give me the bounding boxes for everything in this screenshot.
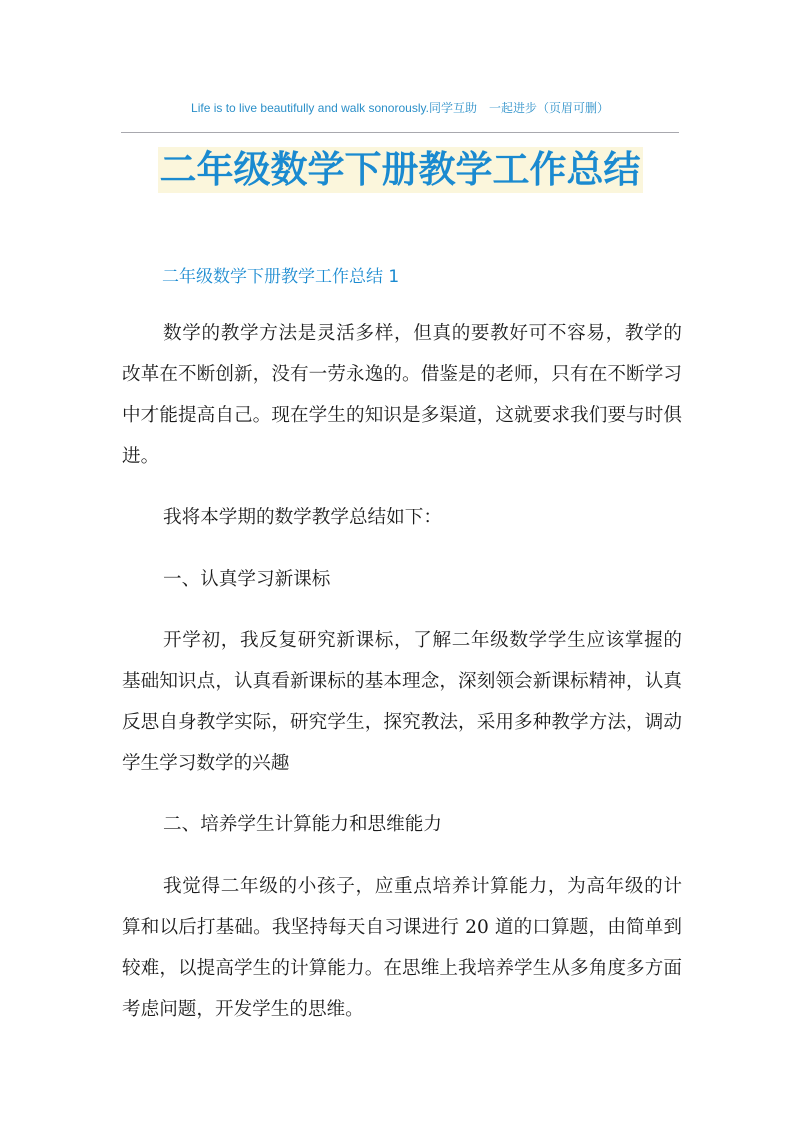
subheading-2-container (122, 804, 682, 845)
paragraph-intro (122, 313, 682, 477)
section-heading: 二年级数学下册教学工作总结 1 (162, 267, 400, 287)
paragraph: 我将本学期的数学教学总结如下： (163, 507, 442, 528)
document-title: 二年级数学下册教学工作总结 (159, 148, 641, 191)
header-motto-en: Life is to live beautifully and walk sonorously. (191, 101, 429, 115)
title-container (0, 147, 800, 193)
subheading-1: 一、认真学习新课标 (163, 569, 331, 590)
paragraph: 开学初，我反复研究新课标，了解二年级数学学生应该掌握的基础知识点，认真看新课标的基本理念，深刻领会新课标精神，认真反思自身教学实际，研究学生，探究教法，采用多种教学方法，调动学生学习数学的兴趣 (122, 630, 682, 774)
subheading-2: 二、培养学生计算能力和思维能力 (163, 814, 442, 835)
paragraph-summary-lead (122, 497, 682, 538)
header-divider (121, 132, 679, 133)
paragraph-curriculum (122, 620, 682, 784)
header-motto-cn: 同学互助 一起进步（页眉可删） (428, 101, 609, 115)
page-header (0, 99, 800, 116)
paragraph: 我觉得二年级的小孩子，应重点培养计算能力，为高年级的计算和以后打基础。我坚持每天自习课进行 20 道的口算题，由简单到较难，以提高学生的计算能力。在思维上我培养学生从多角度多方面考虑问题，开发学生的思维。 (122, 876, 682, 1020)
subheading-1-container (122, 559, 682, 600)
paragraph: 数学的教学方法是灵活多样，但真的要教好可不容易，教学的改革在不断创新，没有一劳永逸的。借鉴是的老师，只有在不断学习中才能提高自己。现在学生的知识是多渠道，这就要求我们要与时俱进。 (122, 323, 682, 467)
paragraph-calculation (122, 866, 682, 1030)
